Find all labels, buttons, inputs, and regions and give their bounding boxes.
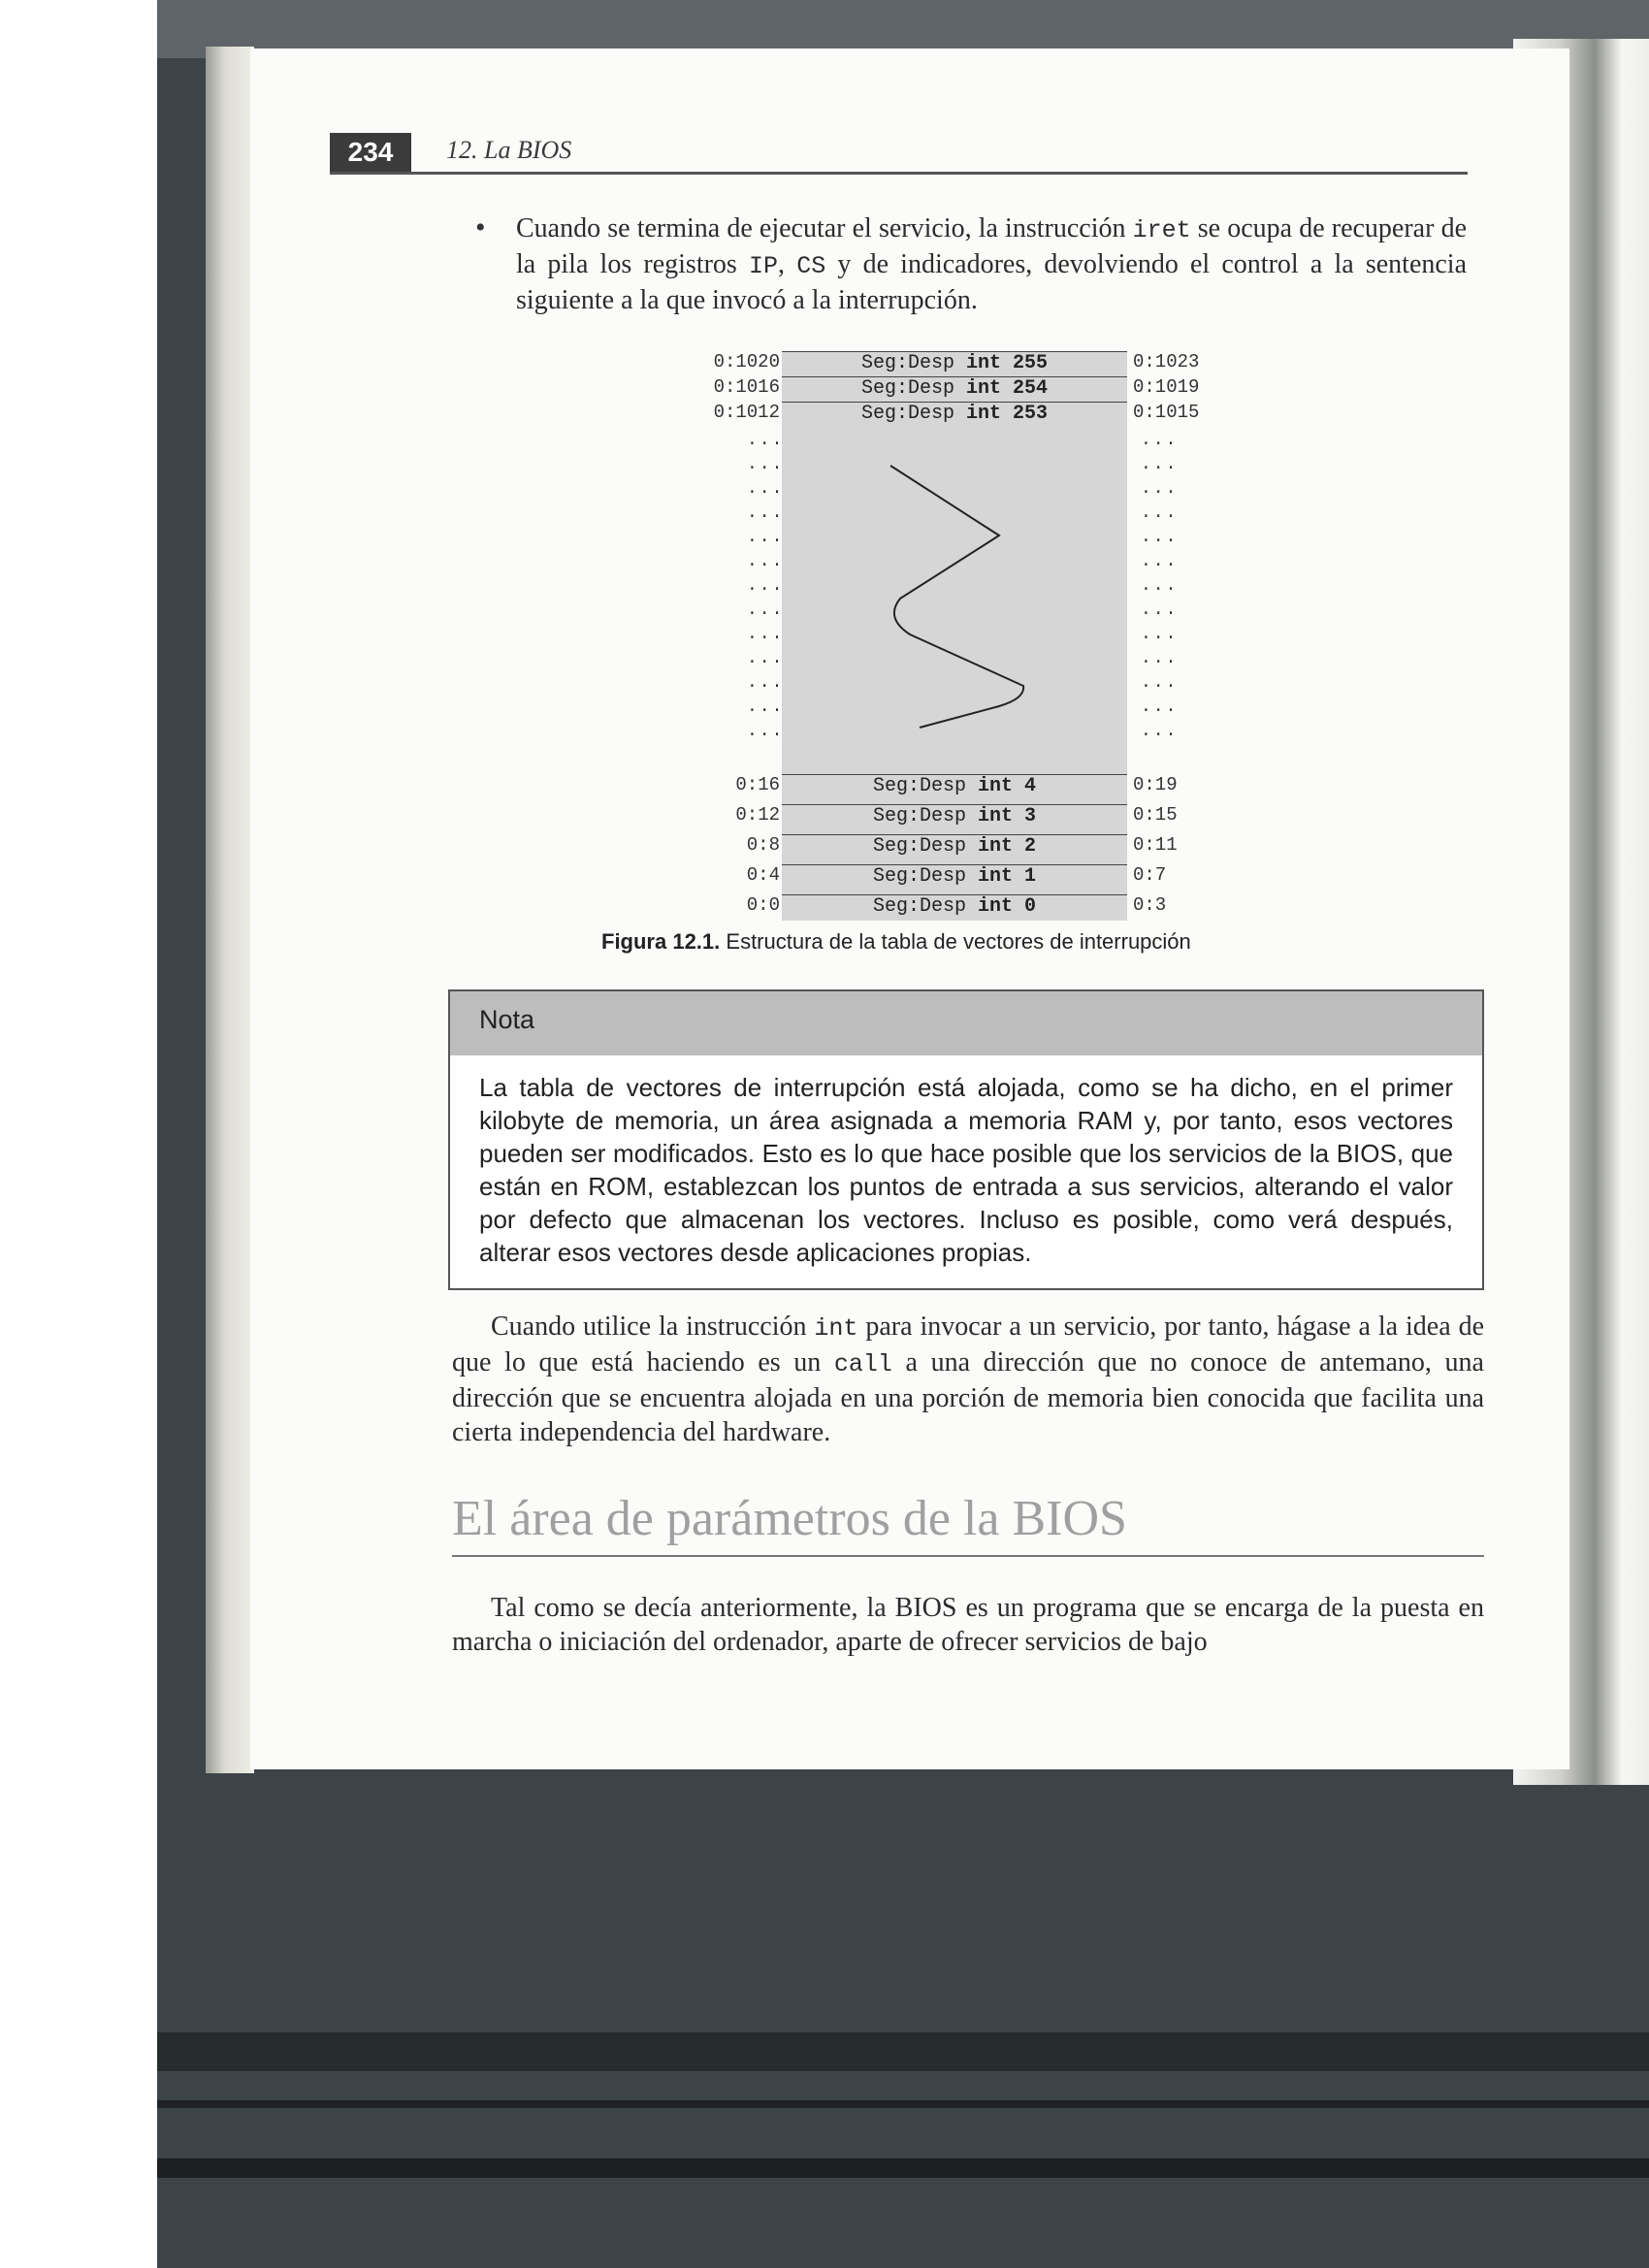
ellipsis-right: ... (1141, 455, 1179, 474)
ellipsis-right: ... (1141, 479, 1179, 499)
ellipsis-left: ... (747, 479, 785, 499)
vector-entry-int-2: Seg:Desp int 2 (872, 835, 1037, 858)
ellipsis-right: ... (1141, 673, 1179, 693)
scanner-band (157, 2158, 1649, 2178)
vector-entry-int-4: Seg:Desp int 4 (872, 775, 1037, 797)
figure-caption: Figura 12.1. Estructura de la tabla de vectores de interrupción (601, 929, 1191, 954)
ellipsis-left: ... (747, 697, 785, 717)
ellipsis-right: ... (1141, 722, 1179, 741)
page-number: 234 (330, 133, 411, 172)
ellipsis-left: ... (747, 673, 785, 693)
bullet-icon: • (475, 211, 486, 243)
scanner-band (157, 2100, 1649, 2108)
ellipsis-left: ... (747, 722, 785, 741)
end-address: 0:1023 (1133, 351, 1200, 373)
interrupt-vector-table-figure (679, 351, 1222, 921)
vector-entry-int-253: Seg:Desp int 253 (860, 403, 1049, 425)
end-address: 0:1015 (1133, 402, 1200, 423)
start-address: 0:1016 (713, 376, 780, 398)
end-address: 0:15 (1133, 804, 1178, 826)
start-address: 0:8 (746, 834, 780, 856)
ellipsis-left: ... (747, 528, 785, 547)
end-address: 0:7 (1133, 864, 1167, 886)
ellipsis-left: ... (747, 552, 785, 571)
ellipsis-left: ... (747, 649, 785, 668)
ellipsis-right: ... (1141, 576, 1179, 596)
vector-entry-int-3: Seg:Desp int 3 (872, 805, 1037, 827)
ellipsis-left: ... (747, 503, 785, 523)
ellipsis-left: ... (747, 431, 785, 450)
end-address: 0:1019 (1133, 376, 1200, 398)
start-address: 0:16 (735, 774, 780, 795)
ellipsis-right: ... (1141, 431, 1179, 450)
ellipsis-left: ... (747, 625, 785, 644)
note-title: Nota (479, 1005, 535, 1034)
end-address: 0:3 (1133, 894, 1167, 916)
section-rule (452, 1555, 1484, 1557)
ellipsis-right: ... (1141, 528, 1179, 547)
ellipsis-left: ... (747, 576, 785, 596)
ellipsis-right: ... (1141, 552, 1179, 571)
ellipsis-left: ... (747, 600, 785, 620)
note-box (448, 989, 1484, 1290)
vector-entry-int-254: Seg:Desp int 254 (860, 377, 1049, 400)
note-header (450, 991, 1482, 1055)
scanner-band (157, 2032, 1649, 2071)
vector-entry-int-0: Seg:Desp int 0 (872, 895, 1037, 918)
start-address: 0:1020 (713, 351, 780, 373)
ellipsis-left: ... (747, 455, 785, 474)
note-body: La tabla de vectores de interrupción está alojada, como se ha dicho, en el primer kilobyte de memoria, un área asignada a memoria RAM y, por tanto, esos vectores pueden ser modificados. Esto es lo que hace posible que los servicios de la BIOS, que están en ROM, establezcan los puntos de entrada a sus servicios, alterando el valor por defecto que almacenan los vectores. Incluso es posible, como verá después, alterar esos vectores desde aplicaciones propias. (479, 1073, 1453, 1267)
ellipsis-right: ... (1141, 625, 1179, 644)
body-paragraph: Cuando utilice la instrucción int para invocar a un servicio, por tanto, hágase a la idea de que lo que está haciendo es un call a una dirección que no conoce de antemano, una dirección que se encuentra alojada en una porción de memoria bien conocida que facilita una cierta independencia del hardware. (452, 1312, 1484, 1447)
body-paragraph: Tal como se decía anteriormente, la BIOS es un programa que se encarga de la puesta en marcha o iniciación del ordenador, aparte de ofrecer servicios de bajo (452, 1593, 1484, 1657)
chapter-title: 12. La BIOS (446, 136, 572, 164)
end-address: 0:11 (1133, 834, 1178, 856)
book-page-edge (206, 47, 254, 1773)
end-address: 0:19 (1133, 774, 1178, 795)
start-address: 0:12 (735, 804, 780, 826)
vector-entry-int-255: Seg:Desp int 255 (860, 352, 1049, 374)
start-address: 0:4 (746, 864, 780, 886)
header-rule (330, 172, 1468, 175)
bullet-paragraph: Cuando se termina de ejecutar el servicio, la instrucción iret se ocupa de recuperar de la pila los registros IP, CS y de indicadores, devolviendo el control a la sentencia siguiente a la que invocó a la interrupción. (516, 213, 1468, 315)
ellipsis-right: ... (1141, 503, 1179, 523)
ellipsis-right: ... (1141, 600, 1179, 620)
vector-entry-int-1: Seg:Desp int 1 (872, 865, 1037, 888)
ellipsis-right: ... (1141, 649, 1179, 668)
start-address: 0:0 (746, 894, 780, 916)
start-address: 0:1012 (713, 402, 780, 423)
ellipsis-right: ... (1141, 697, 1179, 717)
section-heading: El área de parámetros de la BIOS (452, 1491, 1127, 1546)
